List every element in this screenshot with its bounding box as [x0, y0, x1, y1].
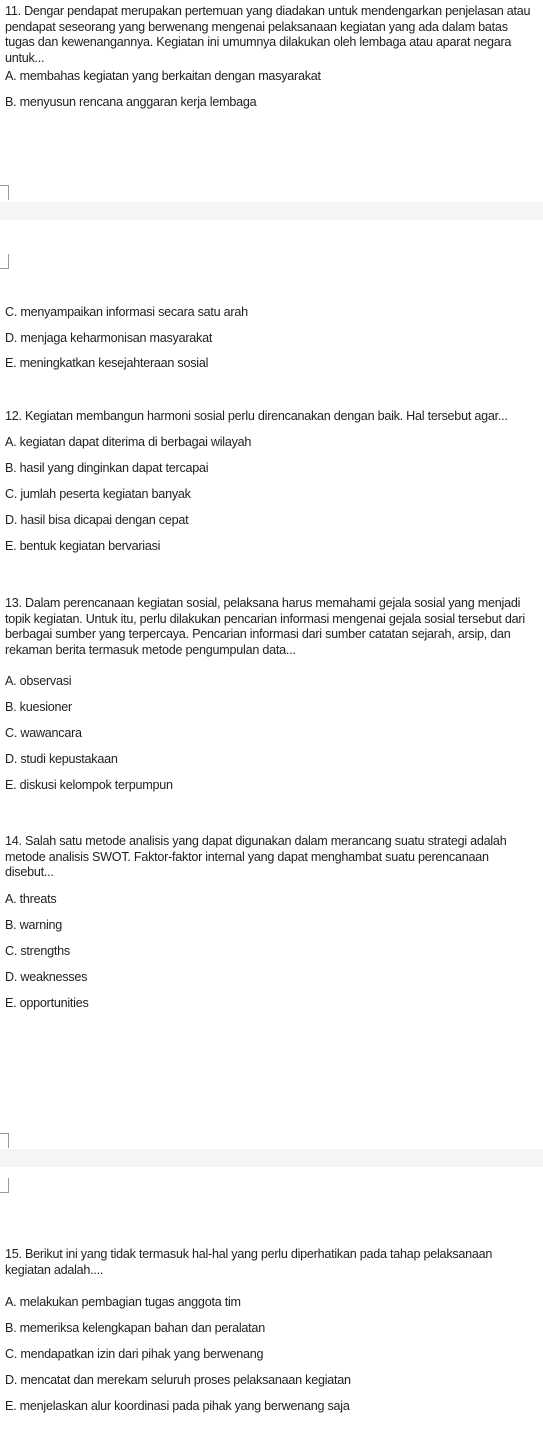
- question-14-option-a[interactable]: A. threats: [5, 892, 57, 906]
- question-12-text: 12. Kegiatan membangun harmoni sosial perlu direncanakan dengan baik. Hal tersebut agar...: [5, 409, 508, 423]
- question-15-text: 15. Berikut ini yang tidak termasuk hal-hal yang perlu diperhatikan pada tahap pelaksanaan kegiatan adalah....: [5, 1247, 496, 1277]
- question-12-option-e[interactable]: E. bentuk kegiatan bervariasi: [5, 539, 161, 553]
- question-12-option-d[interactable]: D. hasil bisa dicapai dengan cepat: [5, 513, 189, 527]
- question-15-option-a[interactable]: A. melakukan pembagian tugas anggota tim: [5, 1295, 241, 1309]
- question-15-option-c[interactable]: C. mendapatkan izin dari pihak yang berwenang: [5, 1347, 264, 1361]
- question-14-option-b[interactable]: B. warning: [5, 918, 63, 932]
- question-13-text: 13. Dalam perencanaan kegiatan sosial, pelaksana harus memahami gejala sosial yang menjadi topik kegiatan. Untuk itu, perlu dilakukan pencarian informasi mengenai gejala sosial tersebut dari berbagai sumber yang terpercaya. Pencarian informasi dari sumber catatan sejarah, arsip, dan rekaman berita termasuk metode pengumpulan data...: [5, 596, 529, 657]
- question-13-option-b[interactable]: B. kuesioner: [5, 700, 73, 714]
- page-corner-bottom: [0, 1178, 9, 1193]
- question-14-text: 14. Salah satu metode analisis yang dapat digunakan dalam merancang suatu strategi adalah metode analisis SWOT. Faktor-faktor internal yang dapat menghambat suatu perencanaan disebut...: [5, 834, 510, 879]
- question-11-text: 11. Dengar pendapat merupakan pertemuan yang diadakan untuk mendengarkan penjelasan atau pendapat seseorang yang berwenang mengenai pelaksanaan kegiatan yang ada dalam batas tugas dan kewenangannya. Kegiatan ini umumnya dilakukan oleh lembaga atau aparat negara untuk...: [5, 4, 534, 65]
- question-12-option-b[interactable]: B. hasil yang dinginkan dapat tercapai: [5, 461, 209, 475]
- page-gap: [0, 1149, 543, 1167]
- question-14-option-e[interactable]: E. opportunities: [5, 996, 89, 1010]
- page-corner-top: [0, 185, 9, 200]
- question-13-option-a[interactable]: A. observasi: [5, 674, 72, 688]
- question-15-option-d[interactable]: D. mencatat dan merekam seluruh proses pelaksanaan kegiatan: [5, 1373, 351, 1387]
- question-11-option-a[interactable]: A. membahas kegiatan yang berkaitan dengan masyarakat: [5, 69, 321, 83]
- page-corner-top: [0, 1133, 9, 1148]
- question-12-option-c[interactable]: C. jumlah peserta kegiatan banyak: [5, 487, 191, 501]
- question-11-option-c[interactable]: C. menyampaikan informasi secara satu arah: [5, 305, 248, 319]
- question-15-option-e[interactable]: E. menjelaskan alur koordinasi pada pihak yang berwenang saja: [5, 1399, 350, 1413]
- question-15-option-b[interactable]: B. memeriksa kelengkapan bahan dan peralatan: [5, 1321, 265, 1335]
- page-corner-bottom: [0, 254, 9, 269]
- question-14-option-c[interactable]: C. strengths: [5, 944, 70, 958]
- page-gap: [0, 202, 543, 220]
- question-12-option-a[interactable]: A. kegiatan dapat diterima di berbagai wilayah: [5, 435, 252, 449]
- question-13-option-c[interactable]: C. wawancara: [5, 726, 82, 740]
- question-14-option-d[interactable]: D. weaknesses: [5, 970, 88, 984]
- question-11-option-d[interactable]: D. menjaga keharmonisan masyarakat: [5, 331, 213, 345]
- question-13-option-d[interactable]: D. studi kepustakaan: [5, 752, 118, 766]
- question-13-option-e[interactable]: E. diskusi kelompok terpumpun: [5, 778, 173, 792]
- question-11-option-e[interactable]: E. meningkatkan kesejahteraan sosial: [5, 356, 209, 370]
- question-11-option-b[interactable]: B. menyusun rencana anggaran kerja lembaga: [5, 95, 257, 109]
